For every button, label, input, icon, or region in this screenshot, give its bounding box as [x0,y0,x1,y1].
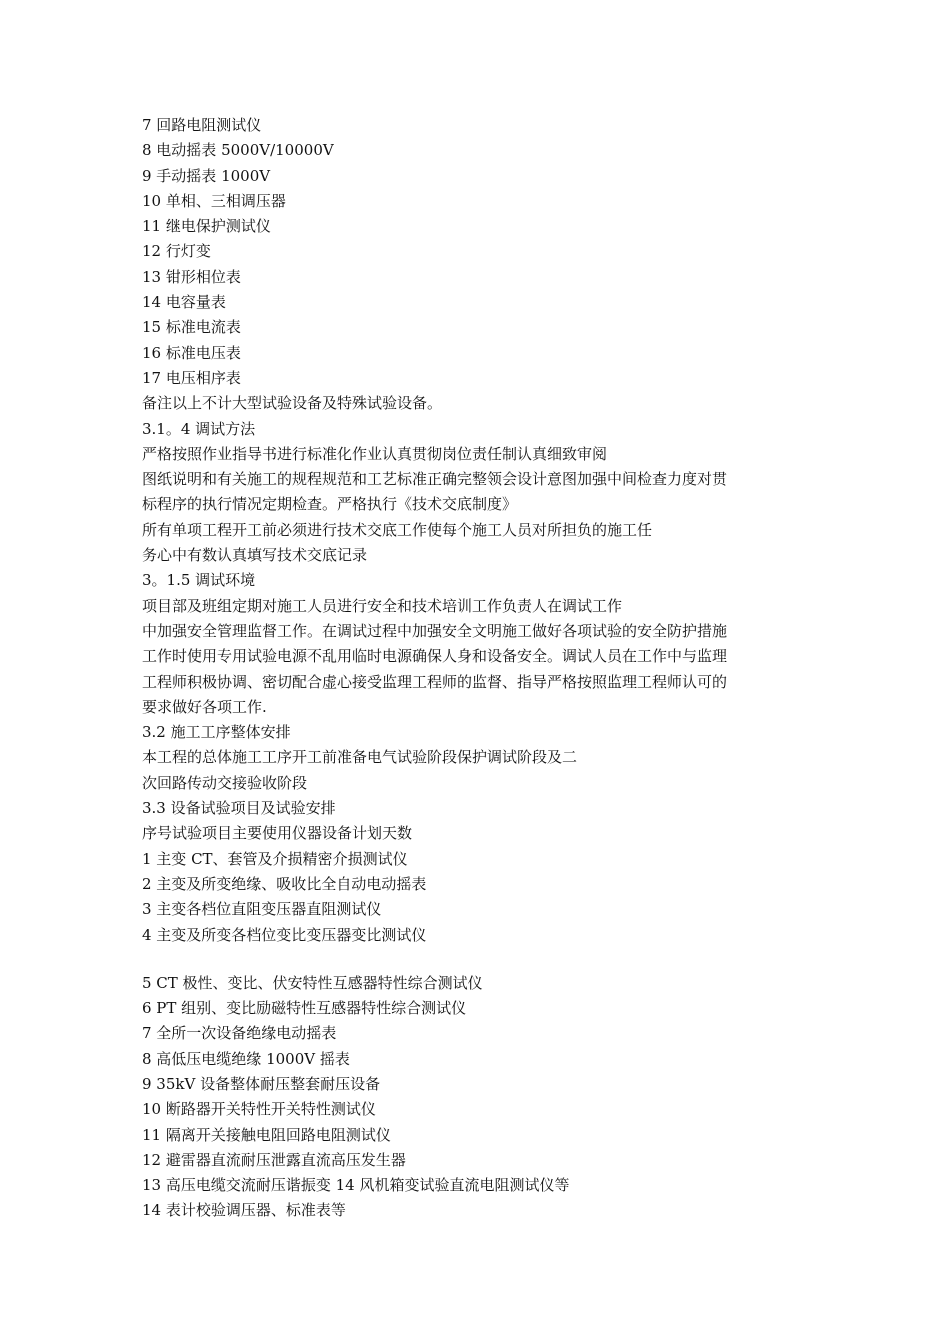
text-line: 14 电容量表 [142,293,226,312]
list-item: 11 隔离开关接触电阻回路电阻测试仪 [142,1125,391,1144]
list-item: 1 主变 CT、套管及介损精密介损测试仪 [142,849,408,868]
list-item: 8 高低压电缆绝缘 1000V 摇表 [142,1049,350,1068]
text-line: 标程序的执行情况定期检查。严格执行《技术交底制度》 [142,495,518,514]
list-item: 7 全所一次设备绝缘电动摇表 [142,1024,337,1043]
section-heading: 3.2 施工工序整体安排 [142,723,291,742]
section-heading: 3.1。4 调试方法 [142,419,256,438]
section-heading: 3。1.5 调试环境 [142,571,256,590]
text-line: 图纸说明和有关施工的规程规范和工艺标准正确完整领会设计意图加强中间检查力度对贯 [142,470,728,489]
list-item: 10 断路器开关特性开关特性测试仪 [142,1100,376,1119]
list-item: 12 避雷器直流耐压泄露直流高压发生器 [142,1150,406,1169]
text-line: 12 行灯变 [142,242,211,261]
text-line: 工作时使用专用试验电源不乱用临时电源确保人身和设备安全。调试人员在工作中与监理 [142,647,728,666]
list-item: 14 表计校验调压器、标准表等 [142,1201,346,1220]
text-line: 7 回路电阻测试仪 [142,116,262,134]
text-line: 务心中有数认真填写技术交底记录 [142,546,368,565]
text-line: 17 电压相序表 [142,368,241,387]
text-line: 16 标准电压表 [142,343,241,362]
text-line: 本工程的总体施工工序开工前准备电气试验阶段保护调试阶段及二 [142,748,578,767]
text-line: 13 钳形相位表 [142,267,241,286]
text-line: 工程师积极协调、密切配合虚心接受监理工程师的监督、指导严格按照监理工程师认可的 [142,672,728,691]
list-item: 3 主变各档位直阻变压器直阻测试仪 [142,900,382,919]
text-line: 11 继电保护测试仪 [142,217,271,236]
list-item: 2 主变及所变绝缘、吸收比全自动电动摇表 [142,874,427,893]
blank-line [142,948,822,971]
text-line: 要求做好各项工作. [142,697,267,716]
text-line: 8 电动摇表 5000V/10000V [142,141,334,160]
text-line: 10 单相、三相调压器 [142,191,286,210]
list-item: 13 高压电缆交流耐压谐振变 14 风机箱变试验直流电阻测试仪等 [142,1176,570,1195]
table-header-line: 序号试验项目主要使用仪器设备计划天数 [142,824,413,843]
text-line: 所有单项工程开工前必须进行技术交底工作使每个施工人员对所担负的施工任 [142,520,653,539]
list-item: 4 主变及所变各档位变比变压器变比测试仪 [142,925,427,944]
text-line: 备注以上不计大型试验设备及特殊试验设备。 [142,394,443,413]
section-heading: 3.3 设备试验项目及试验安排 [142,799,336,818]
text-line: 中加强安全管理监督工作。在调试过程中加强安全文明施工做好各项试验的安全防护措施 [142,621,728,640]
text-line: 次回路传动交接验收阶段 [142,773,308,792]
list-item: 6 PT 组别、变比励磁特性互感器特性综合测试仪 [142,999,467,1018]
text-line: 15 标准电流表 [142,318,241,337]
text-line: 项目部及班组定期对施工人员进行安全和技术培训工作负责人在调试工作 [142,596,623,615]
text-line: 9 手动摇表 1000V [142,166,271,185]
text-line: 严格按照作业指导书进行标准化作业认真贯彻岗位责任制认真细致审阅 [142,444,608,463]
document-body [142,113,822,1224]
list-item: 5 CT 极性、变比、伏安特性互感器特性综合测试仪 [142,973,483,992]
list-item: 9 35kV 设备整体耐压整套耐压设备 [142,1074,381,1093]
